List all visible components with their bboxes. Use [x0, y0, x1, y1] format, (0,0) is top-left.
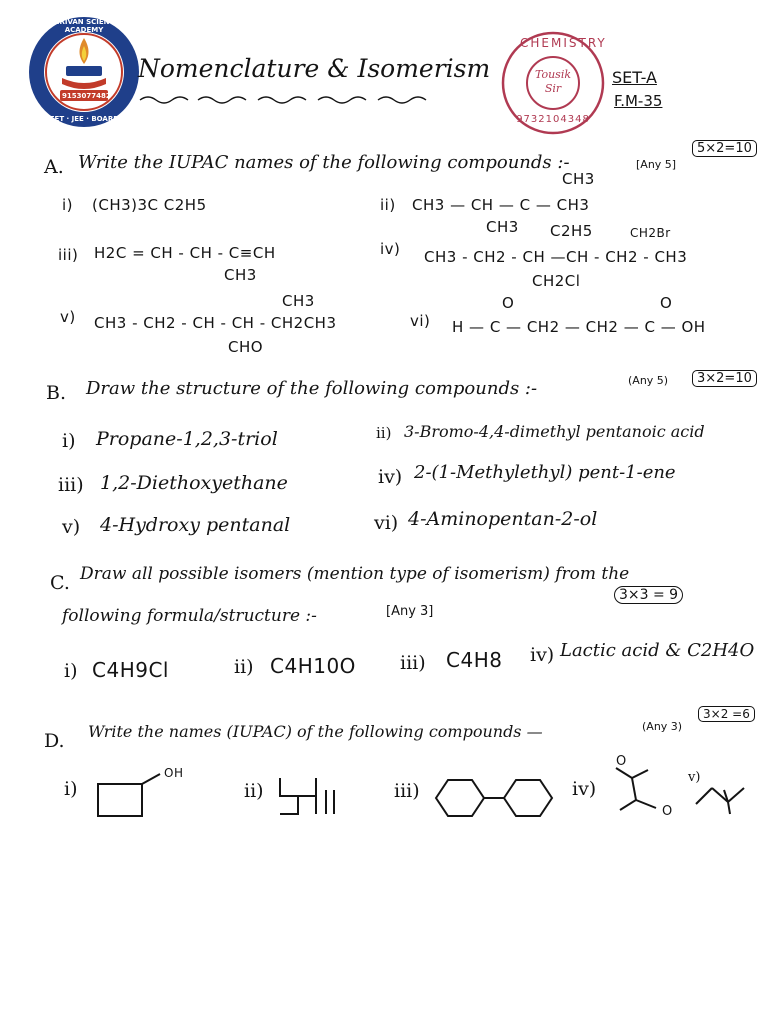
section-d-marks: 3×2 =6 [698, 706, 755, 722]
logo-ring-text: SHRIVAN SCIENCE ACADEMY [48, 18, 120, 34]
a-ii-below1: CH3 [486, 218, 519, 236]
page-title: Nomenclature & Isomerism [138, 54, 491, 83]
b-item-6-num: vi) [374, 512, 399, 534]
section-a-any: [Any 5] [636, 158, 677, 171]
c-item-2-num: ii) [234, 656, 254, 678]
c-item-4-num: iv) [530, 644, 555, 666]
section-b-marks: 3×2=10 [692, 370, 757, 387]
section-d-any: (Any 3) [642, 720, 683, 733]
c-item-4: Lactic acid & C2H4O [560, 640, 755, 661]
stamp-title: Sir [544, 82, 562, 95]
academy-logo [26, 14, 142, 130]
section-c-any: [Any 3] [386, 604, 434, 619]
stamp-ring-text: CHEMISTRY [520, 36, 607, 50]
section-d-question: Write the names (IUPAC) of the following compounds — [88, 722, 543, 741]
a-v-top: CH3 [282, 292, 315, 310]
d-iv-o1: O [616, 754, 627, 769]
section-a-marks: 5×2=10 [692, 140, 757, 157]
a-vi-o1: O [502, 294, 515, 312]
a-vi-num: vi) [410, 312, 431, 330]
d-item-2-num: ii) [244, 780, 264, 802]
a-iii-main: H2C = CH - CH - C≡CH [94, 244, 276, 262]
d-item-1-num: i) [64, 778, 78, 800]
full-marks: F.M-35 [614, 92, 663, 110]
a-ii-num: ii) [380, 196, 396, 214]
c-item-2: C4H10O [270, 654, 356, 678]
a-iv-main: CH3 - CH2 - CH —CH - CH2 - CH3 [424, 248, 688, 266]
d-ii-structure [276, 774, 346, 820]
b-item-4-num: iv) [378, 466, 403, 488]
b-item-4: 2-(1-Methylethyl) pent-1-ene [414, 462, 676, 483]
a-vi-o2: O [660, 294, 673, 312]
section-a-label: A. [44, 156, 64, 178]
section-a-question: Write the IUPAC names of the following compounds :- [78, 152, 570, 173]
section-b-label: B. [46, 382, 67, 404]
section-c-question-line2: following formula/structure :- [62, 606, 317, 626]
b-item-1-num: i) [62, 430, 76, 452]
a-ii-below2: C2H5 [550, 222, 593, 240]
teacher-stamp [500, 30, 606, 136]
b-item-5-num: v) [62, 516, 81, 538]
logo-bottom-text: NEET · JEE · BOARDS [43, 115, 125, 123]
section-d-label: D. [44, 730, 65, 752]
a-iii-below: CH3 [224, 266, 257, 284]
b-item-6: 4-Aminopentan-2-ol [408, 508, 598, 530]
a-iii-num: iii) [58, 246, 79, 264]
section-b-any: (Any 5) [628, 374, 669, 387]
a-iv-top: CH2Br [630, 226, 671, 240]
a-v-num: v) [60, 308, 76, 326]
d-item-3-num: iii) [394, 780, 420, 802]
section-b-question: Draw the structure of the following compounds :- [86, 378, 538, 399]
section-c-label: C. [50, 572, 70, 594]
title-underline [138, 92, 438, 106]
d-i-structure [94, 772, 174, 820]
b-item-2: 3-Bromo-4,4-dimethyl pentanoic acid [404, 422, 705, 441]
c-item-1: C4H9Cl [92, 658, 169, 682]
d-i-oh: OH [164, 766, 184, 780]
a-ii-main: CH3 — CH — C — CH3 [412, 196, 590, 214]
a-v-below: CHO [228, 338, 264, 356]
a-iv-below: CH2Cl [532, 272, 581, 290]
a-v-main: CH3 - CH2 - CH - CH - CH2CH3 [94, 314, 337, 332]
c-item-3-num: iii) [400, 652, 426, 674]
b-item-3-num: iii) [58, 474, 84, 496]
a-i-formula: (CH3)3C C2H5 [92, 196, 207, 214]
a-iv-num: iv) [380, 240, 401, 258]
section-c-question-line1: Draw all possible isomers (mention type of isomerism) from the [80, 564, 630, 584]
section-c-marks: 3×3 = 9 [614, 586, 683, 604]
d-iii-structure [432, 776, 558, 820]
a-i-num: i) [62, 196, 74, 214]
d-v-structure [694, 778, 750, 818]
a-vi-main: H — C — CH2 — CH2 — C — OH [452, 318, 706, 336]
d-item-4-num: iv) [572, 778, 597, 800]
b-item-2-num: ii) [376, 424, 392, 442]
set-label: SET-A [612, 68, 657, 87]
c-item-3: C4H8 [446, 648, 503, 672]
stamp-number: 9732104348 [516, 114, 590, 125]
b-item-3: 1,2-Diethoxyethane [100, 472, 288, 494]
b-item-1: Propane-1,2,3-triol [96, 428, 278, 450]
logo-phone: 9153077482 [62, 92, 111, 100]
b-item-5: 4-Hydroxy pentanal [100, 514, 291, 536]
d-item-5-num: v) [688, 770, 701, 785]
a-ii-top: CH3 [562, 170, 595, 188]
stamp-name: Tousik [534, 68, 572, 81]
d-iv-o2: O [662, 804, 673, 819]
c-item-1-num: i) [64, 660, 78, 682]
